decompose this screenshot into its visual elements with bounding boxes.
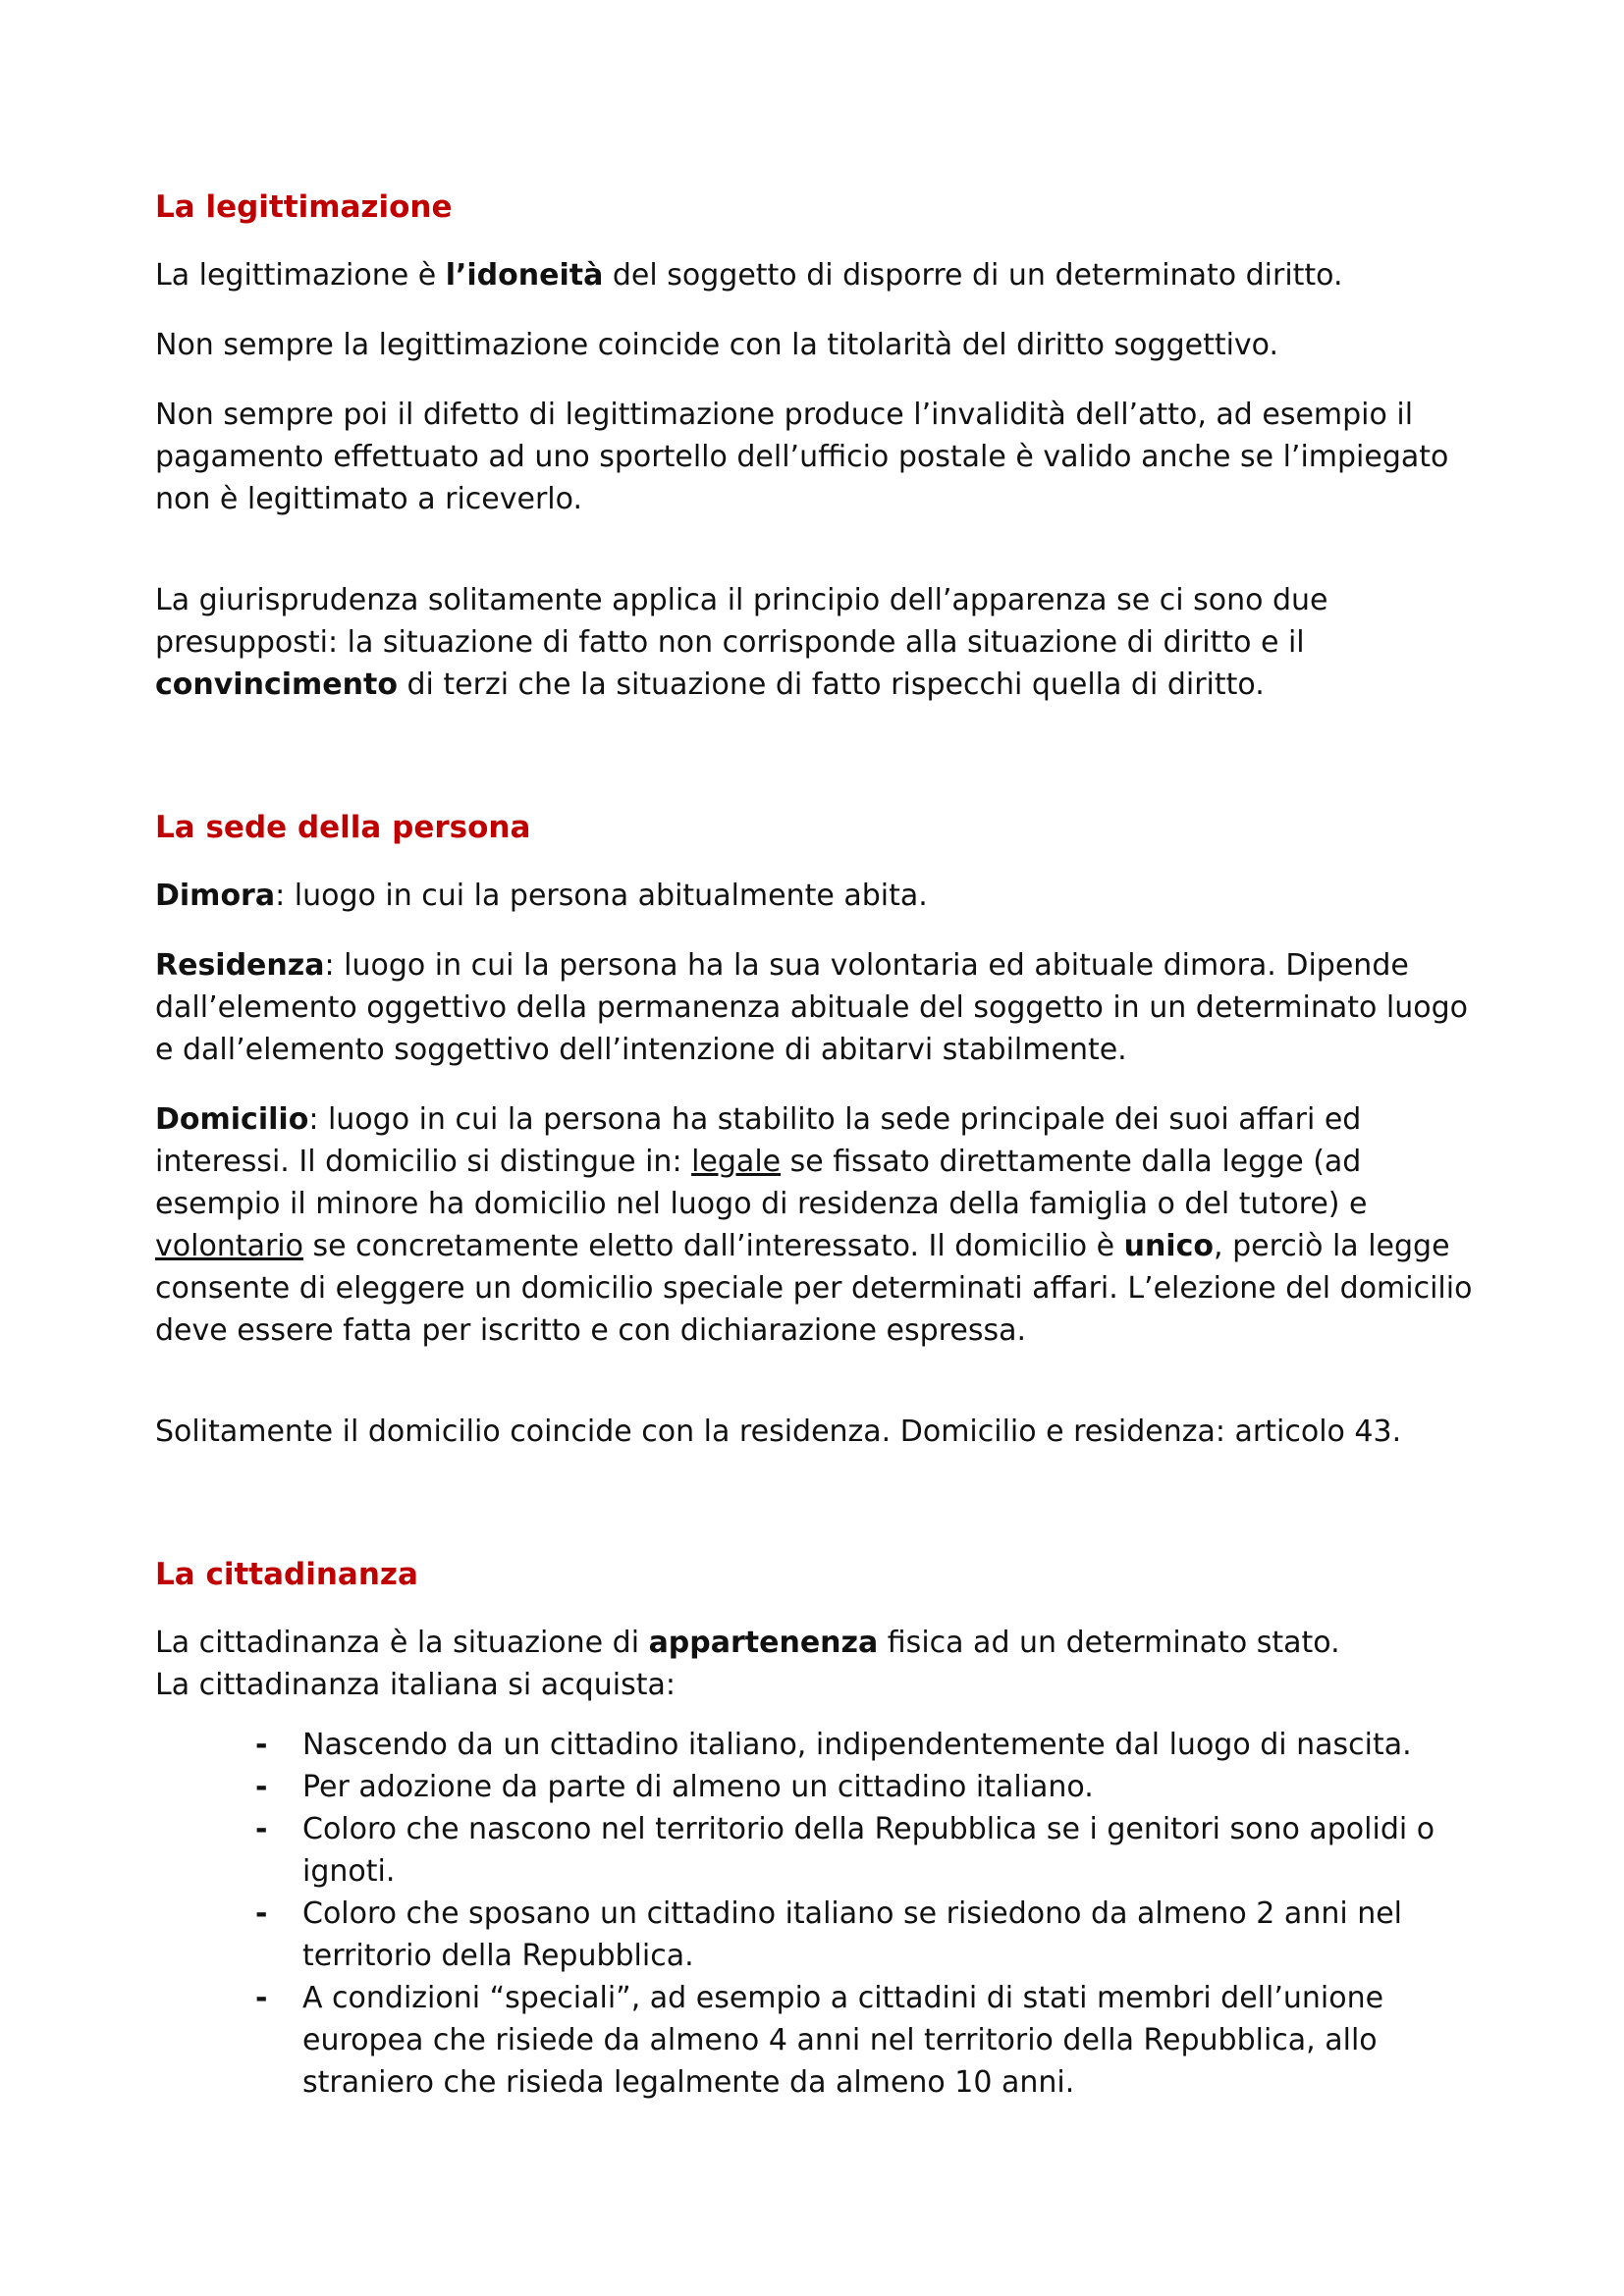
bold-term: convincimento	[155, 667, 398, 702]
text-span: di terzi che la situazione di fatto rispecchi quella di diritto.	[397, 667, 1265, 702]
text-span: se concretamente eletto dall’interessato. Il domicilio è	[302, 1229, 1124, 1263]
text-span: La legittimazione è	[155, 258, 446, 293]
section-heading-sede: La sede della persona	[155, 810, 531, 845]
bold-term: unico	[1123, 1229, 1214, 1263]
underlined-term: legale	[691, 1145, 782, 1179]
definition-dimora	[155, 875, 1490, 917]
list-item: - Nascendo da un cittadino italiano, indipendentemente dal luogo di nascita.	[155, 1724, 1490, 1766]
definition-residenza	[155, 944, 1490, 1071]
text-span: La cittadinanza italiana si acquista:	[155, 1668, 676, 1702]
text-span: del soggetto di disporre di un determinato diritto.	[603, 258, 1343, 293]
spacer	[155, 733, 1490, 807]
definition-domicilio	[155, 1098, 1490, 1352]
spacer	[155, 1379, 1490, 1411]
paragraph: Non sempre poi il difetto di legittimazione produce l’invalidità dell’atto, ad esempio il pagamento effettuato ad uno sportello dell’ufficio postale è valido anche se l’impiegato non è legittimato a riceverlo.	[155, 398, 1449, 516]
text-span: se fissato direttamente dalla legge (ad esempio il minore ha domicilio nel luogo di residenza della famiglia o del tutore) e	[155, 1145, 1368, 1221]
text-span: La giurisprudenza solitamente applica il principio dell’apparenza se ci sono due presupposti: la situazione di fatto non corrisponde alla situazione di diritto e il	[155, 583, 1328, 660]
text-span: : luogo in cui la persona ha la sua volontaria ed abituale dimora. Dipende dall’elemento oggettivo della permanenza abituale del soggetto in un determinato luogo e dall’elemento soggettivo dell’intenzione di abitarvi stabilmente.	[155, 948, 1469, 1067]
bold-term: appartenenza	[648, 1626, 879, 1660]
text-span: : luogo in cui la persona abitualmente abita.	[275, 879, 928, 913]
list-item: - Per adozione da parte di almeno un cittadino italiano.	[155, 1766, 1490, 1808]
list-item: - Coloro che sposano un cittadino italiano se risiedono da almeno 2 anni nel territorio della Repubblica.	[155, 1893, 1490, 1977]
bold-term: l’idoneità	[445, 258, 604, 293]
text-span: La cittadinanza è la situazione di	[155, 1626, 649, 1660]
bold-term: Domicilio	[155, 1102, 309, 1137]
paragraph	[155, 1622, 1490, 1706]
spacer	[155, 548, 1490, 579]
list-item: - Coloro che nascono nel territorio della Repubblica se i genitori sono apolidi o ignoti.	[155, 1808, 1490, 1893]
paragraph: Solitamente il domicilio coincide con la residenza. Domicilio e residenza: articolo 43.	[155, 1415, 1402, 1449]
paragraph: Non sempre la legittimazione coincide con la titolarità del diritto soggettivo.	[155, 328, 1279, 362]
bold-term: Residenza	[155, 948, 325, 983]
section-heading-cittadinanza: La cittadinanza	[155, 1557, 418, 1592]
document-content	[155, 187, 1490, 2104]
section-heading-legittimazione: La legittimazione	[155, 189, 453, 225]
list-item: - A condizioni “speciali”, ad esempio a cittadini di stati membri dell’unione europea che risiede da almeno 4 anni nel territorio della Repubblica, allo straniero che risieda legalmente da almeno 10 anni.	[155, 1977, 1490, 2104]
underlined-term: volontario	[155, 1229, 303, 1263]
text-span: fisica ad un determinato stato.	[878, 1626, 1340, 1660]
paragraph	[155, 579, 1490, 706]
spacer	[155, 1480, 1490, 1554]
bold-term: Dimora	[155, 879, 276, 913]
text-span: : luogo in cui la persona ha stabilito la sede principale dei suoi affari ed interessi. Il domicilio si distingue in:	[155, 1102, 1362, 1179]
paragraph	[155, 254, 1490, 296]
text-span: , perciò la legge consente di eleggere un domicilio speciale per determinati affari. L’elezione del domicilio deve essere fatta per iscritto e con dichiarazione espressa.	[155, 1229, 1473, 1348]
dash-list	[155, 1724, 1490, 2104]
